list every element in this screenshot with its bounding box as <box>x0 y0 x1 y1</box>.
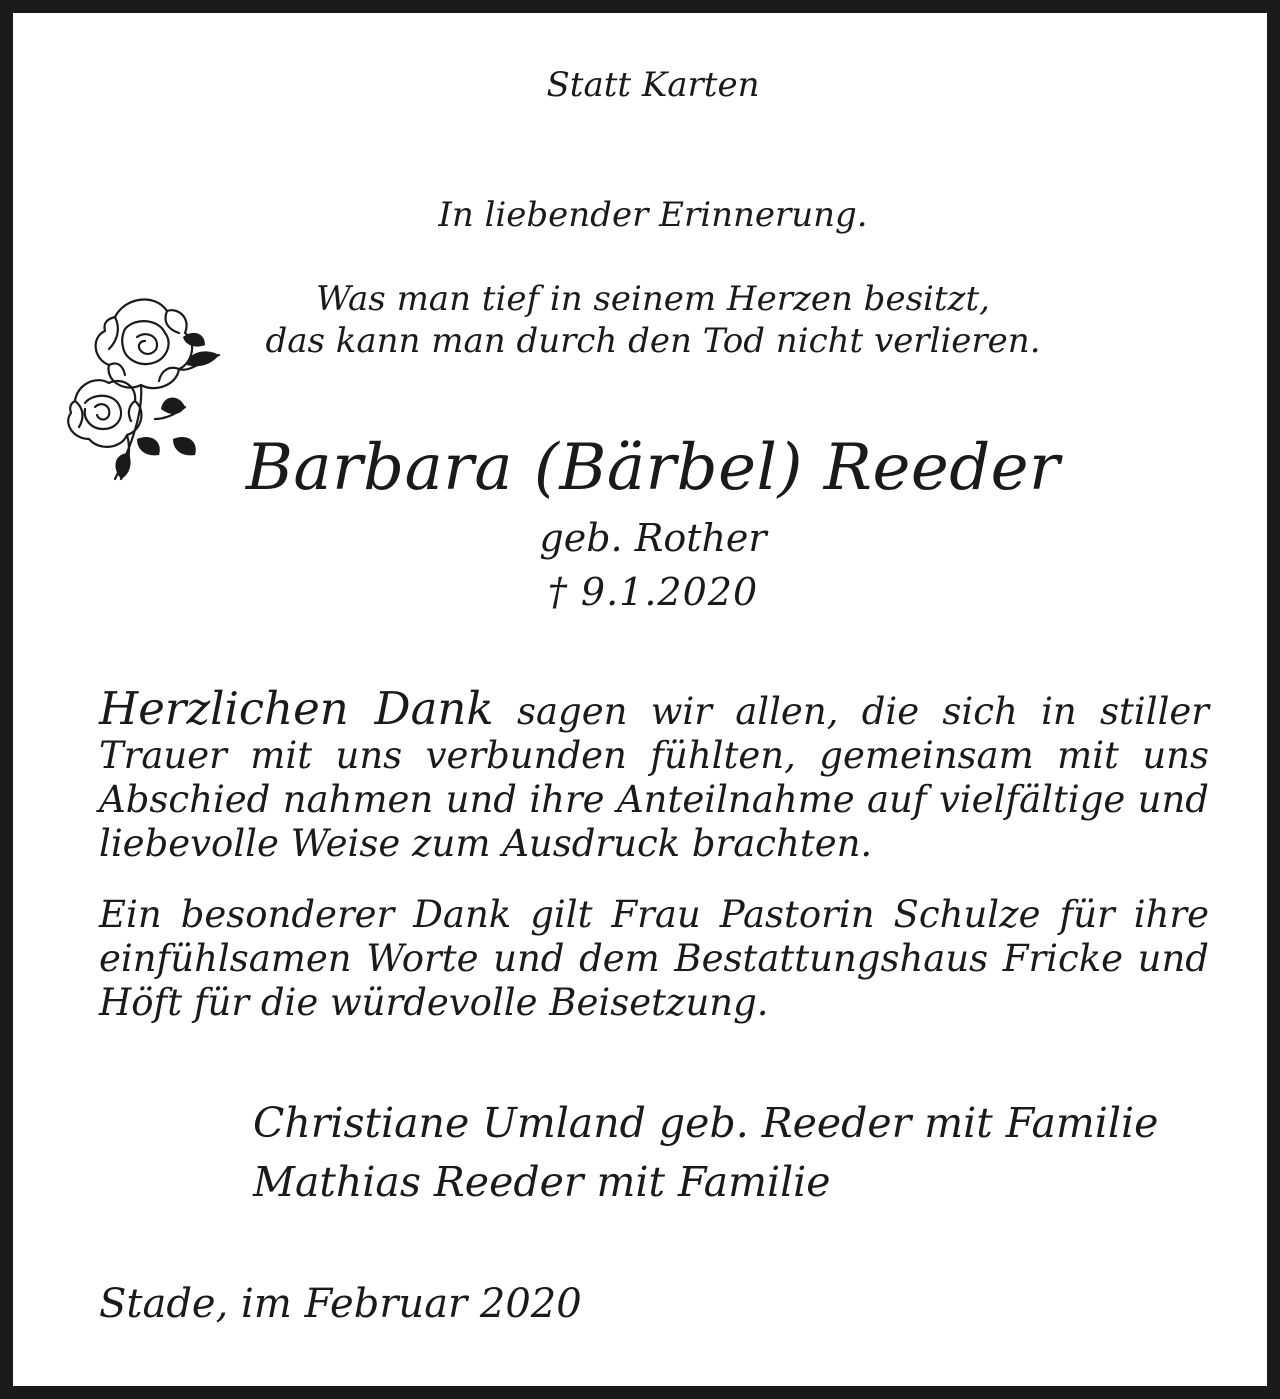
thanks-paragraph-1 <box>99 682 1209 866</box>
statt-karten: Statt Karten <box>546 65 760 105</box>
thanks-lead: Herzlichen Dank <box>99 682 494 735</box>
signature-1: Christiane Umland geb. Reeder mit Familie <box>253 1099 1159 1147</box>
thanks-paragraph-1-text: sagen wir allen, die sich in stiller Trauer mit uns verbunden fühlten, gemeinsam mit uns Abschied nahmen und ihre Anteilnahme auf vielfältige und liebevolle Weise zum Ausdruck brachten. <box>99 690 1209 865</box>
quote-line-2: das kann man durch den Tod nicht verlieren. <box>265 321 1041 361</box>
quote-line-1: Was man tief in seinem Herzen besitzt, <box>316 279 990 319</box>
signature-2: Mathias Reeder mit Familie <box>253 1158 831 1206</box>
thanks-paragraph-2: Ein besonderer Dank gilt Frau Pastorin Schulze für ihre einfühlsamen Worte und dem Bestattungshaus Fricke und Höft für die würdevolle Beisetzung. <box>99 893 1209 1024</box>
death-date: † 9.1.2020 <box>547 570 759 614</box>
remembrance-heading: In liebender Erinnerung. <box>438 195 868 235</box>
deceased-name: Barbara (Bärbel) Reeder <box>245 431 1061 505</box>
birth-name: geb. Rother <box>539 516 767 560</box>
place-and-date: Stade, im Februar 2020 <box>99 1281 582 1327</box>
